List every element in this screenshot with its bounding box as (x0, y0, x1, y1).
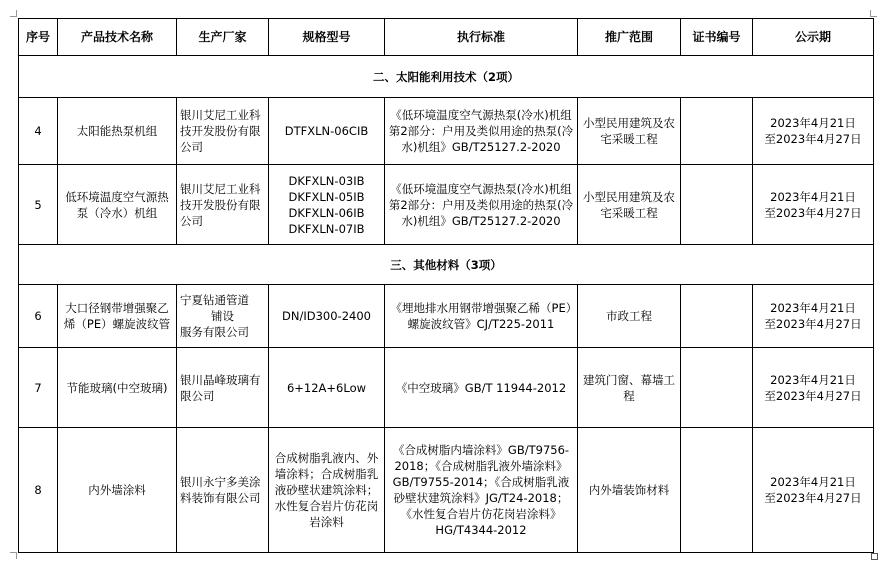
header-index: 序号 (19, 19, 58, 56)
cell-cert (681, 98, 753, 165)
table-row (19, 165, 874, 245)
cell-index: 5 (19, 165, 58, 245)
period-start: 2023年4月21日 (770, 372, 856, 387)
maker-line: 铺设 (211, 309, 234, 323)
cell-product: 内外墙涂料 (58, 428, 177, 553)
period-end: 至2023年4月27日 (764, 205, 862, 220)
header-standard: 执行标准 (385, 19, 578, 56)
maker-line: 服务有限公司 (180, 325, 249, 339)
cell-maker: 银川永宁多美涂料装饰有限公司 (177, 428, 269, 553)
cell-scope: 市政工程 (578, 285, 681, 348)
model-line: DKFXLN-06IB (288, 205, 365, 220)
period-end: 至2023年4月27日 (764, 317, 862, 331)
cell-maker: 银川晶峰玻璃有限公司 (177, 348, 269, 428)
cell-period (753, 98, 874, 165)
cell-cert (681, 428, 753, 553)
margin-corner-mark (870, 10, 877, 17)
table-row (19, 428, 874, 553)
cell-period (753, 165, 874, 245)
cell-model: 6+12A+6Low (269, 348, 385, 428)
cell-standard: 《合成树脂内墙涂料》GB/T9756-2018；《合成树脂乳液外墙涂料》GB/T9755-2014；《合成树脂乳液砂壁状建筑涂料》JG/T24-2018；《水性复合岩片仿花岗岩涂料》HG/T4344-2012 (385, 428, 578, 553)
cell-product: 节能玻璃(中空玻璃) (58, 348, 177, 428)
paragraph-end-mark (871, 553, 878, 560)
period-start: 2023年4月21日 (770, 301, 856, 315)
cell-scope: 小型民用建筑及农宅采暖工程 (578, 165, 681, 245)
cell-index: 6 (19, 285, 58, 348)
cell-period (753, 285, 874, 348)
table-row (19, 285, 874, 348)
cell-scope: 小型民用建筑及农宅采暖工程 (578, 98, 681, 165)
cell-maker (177, 285, 269, 348)
cell-scope: 内外墙装饰材料 (578, 428, 681, 553)
header-cert: 证书编号 (681, 19, 753, 56)
section-title: 三、其他材料（3项） (19, 245, 874, 285)
cell-maker: 银川艾尼工业科技开发股份有限公司 (177, 165, 269, 245)
cell-index: 7 (19, 348, 58, 428)
section-row (19, 56, 874, 98)
cell-period (753, 348, 874, 428)
period-start: 2023年4月21日 (770, 116, 856, 130)
cell-standard: 《中空玻璃》GB/T 11944-2012 (385, 348, 578, 428)
cell-index: 8 (19, 428, 58, 553)
cell-index: 4 (19, 98, 58, 165)
maker-line: 宁夏钻通管道 (180, 293, 249, 307)
period-end: 至2023年4月27日 (764, 132, 862, 146)
cell-standard: 《低环境温度空气源热泵(冷水)机组第2部分：户用及类似用途的热泵(冷水)机组》GB/T25127.2-2020 (385, 98, 578, 165)
cell-cert (681, 285, 753, 348)
cell-model: 合成树脂乳液内、外墙涂料；合成树脂乳液砂壁状建筑涂料；水性复合岩片仿花岗岩涂料 (269, 428, 385, 553)
cell-standard: 《埋地排水用钢带增强聚乙稀（PE）螺旋波纹管》CJ/T225-2011 (385, 285, 578, 348)
margin-corner-mark (10, 10, 17, 17)
section-title: 二、太阳能利用技术（2项） (19, 56, 874, 98)
period-start: 2023年4月21日 (770, 475, 856, 489)
header-period: 公示期 (753, 19, 874, 56)
model-line: DKFXLN-03IB (288, 173, 365, 188)
cell-cert (681, 348, 753, 428)
header-maker: 生产厂家 (177, 19, 269, 56)
header-row (19, 19, 874, 56)
cell-model (269, 165, 385, 245)
period-start: 2023年4月21日 (770, 189, 856, 204)
period-end: 至2023年4月27日 (764, 388, 862, 403)
model-line: DKFXLN-07IB (288, 221, 365, 236)
section-row (19, 245, 874, 285)
period-end: 至2023年4月27日 (764, 491, 862, 505)
header-model: 规格型号 (269, 19, 385, 56)
cell-model: DN/ID300-2400 (269, 285, 385, 348)
header-scope: 推广范围 (578, 19, 681, 56)
cell-product: 低环境温度空气源热泵（冷水）机组 (58, 165, 177, 245)
model-line: DKFXLN-05IB (288, 189, 365, 204)
cell-standard: 《低环境温度空气源热泵(冷水)机组第2部分：户用及类似用途的热泵(冷水)机组》GB/T25127.2-2020 (385, 165, 578, 245)
header-product: 产品技术名称 (58, 19, 177, 56)
cell-maker: 银川艾尼工业科技开发股份有限公司 (177, 98, 269, 165)
margin-corner-mark (10, 552, 17, 559)
table-row (19, 98, 874, 165)
cell-period (753, 428, 874, 553)
cell-product: 大口径钢带增强聚乙烯（PE）螺旋波纹管 (58, 285, 177, 348)
cell-cert (681, 165, 753, 245)
cell-product: 太阳能热泵机组 (58, 98, 177, 165)
cell-scope: 建筑门窗、幕墙工程 (578, 348, 681, 428)
cell-model: DTFXLN-06CIB (269, 98, 385, 165)
table-row (19, 348, 874, 428)
product-table (18, 18, 874, 553)
